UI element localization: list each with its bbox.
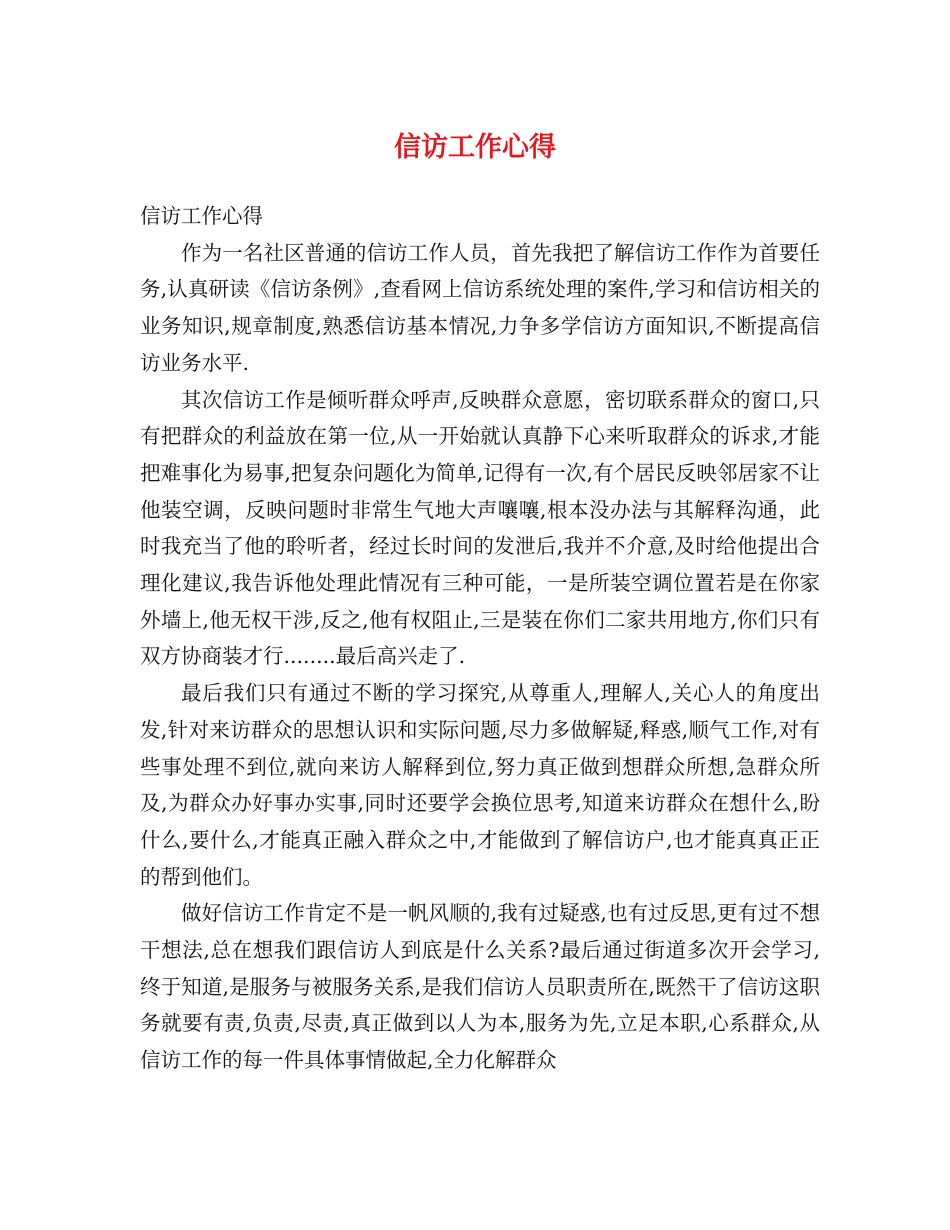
document-title: 信访工作心得 <box>394 132 556 163</box>
paragraph-2: 其次信访工作是倾听群众呼声,反映群众意愿，密切联系群众的窗口,只有把群众的利益放在第一位,从一开始就认真静下心来听取群众的诉求,才能把难事化为易事,把复杂问题化为简单,记得有一次,有个居民反映邻居家不让他装空调，反映问题时非常生气地大声嚷嚷,根本没办法与其解释沟通，此时我充当了他的聆听者，经过长时间的发泄后,我并不介意,及时给他提出合理化建议,我告诉他处理此情况有三种可能，一是所装空调位置若是在你家外墙上,他无权干涉,反之,他有权阻止,三是装在你们二家共用地方,你们只有双方协商装才行........最后高兴走了. <box>140 387 820 669</box>
document-body <box>140 198 820 1079</box>
paragraph-4: 做好信访工作肯定不是一帆风顺的,我有过疑惑,也有过反思,更有过不想干想法,总在想我们跟信访人到底是什么关系?最后通过街道多次开会学习,终于知道,是服务与被服务关系,是我们信访人员职责所在,既然干了信访这职务就要有责,负责,尽责,真正做到以人为本,服务为先,立足本职,心系群众,从信访工作的每一件具体事情做起,全力化解群众 <box>140 901 820 1073</box>
body-heading: 信访工作心得 <box>140 204 263 228</box>
paragraph-3: 最后我们只有通过不断的学习探究,从尊重人,理解人,关心人的角度出发,针对来访群众的思想认识和实际问题,尽力多做解疑,释惑,顺气工作,对有些事处理不到位,就向来访人解释到位,努力真正做到想群众所想,急群众所及,为群众办好事办实事,同时还要学会换位思考,知道来访群众在想什么,盼什么,要什么,才能真正融入群众之中,才能做到了解信访户,也才能真真正正的帮到他们。 <box>140 681 820 889</box>
paragraph-1: 作为一名社区普通的信访工作人员，首先我把了解信访工作作为首要任务,认真研读《信访条例》,查看网上信访系统处理的案件,学习和信访相关的业务知识,规章制度,熟悉信访基本情况,力争多学信访方面知识,不断提高信访业务水平. <box>140 240 820 375</box>
